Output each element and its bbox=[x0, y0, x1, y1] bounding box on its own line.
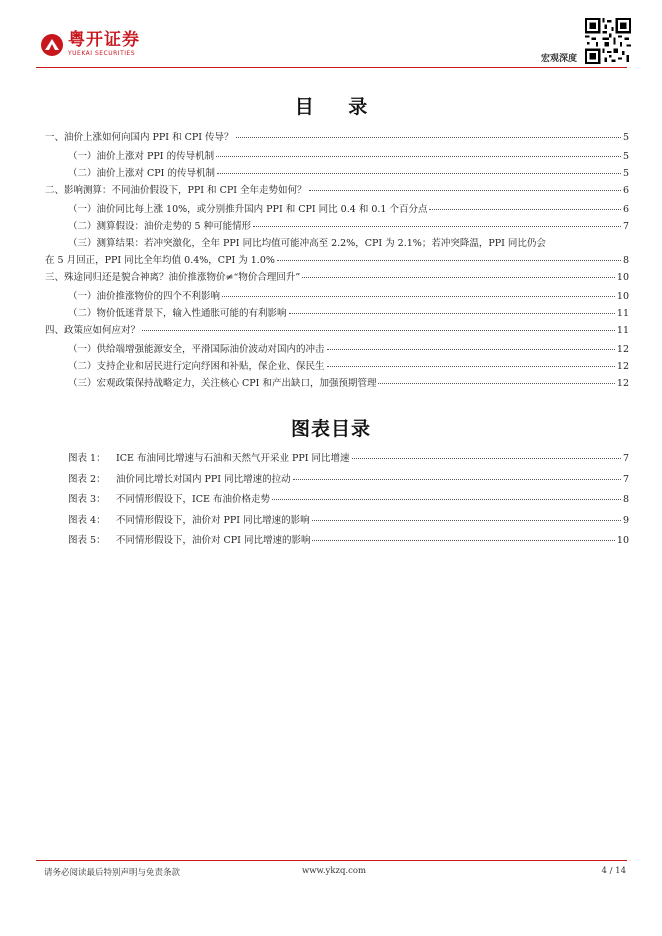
leader-dots bbox=[302, 277, 615, 278]
figure-label: 图表 4： bbox=[68, 515, 106, 526]
figure-label: 图表 1： bbox=[68, 453, 106, 464]
toc-entry-text: （一）油价上涨对 PPI 的传导机制 bbox=[68, 151, 215, 162]
toc-entry[interactable] bbox=[68, 360, 629, 373]
figure-entry-page: 8 bbox=[622, 494, 629, 505]
leader-dots bbox=[217, 173, 621, 174]
leader-dots bbox=[289, 313, 615, 314]
figure-label: 图表 3： bbox=[68, 494, 106, 505]
figure-entry-page: 10 bbox=[616, 535, 629, 546]
header-divider bbox=[36, 67, 627, 68]
figure-list-title: 图表目录 bbox=[290, 418, 371, 440]
toc-entry-page: 7 bbox=[622, 221, 629, 232]
toc-entry-page: 6 bbox=[622, 185, 629, 196]
toc-entry-page: 10 bbox=[616, 291, 629, 302]
footer-page-number: 4 / 14 bbox=[601, 866, 626, 876]
figure-entry-text: 不同情形假设下，油价对 CPI 同比增速的影响 bbox=[116, 535, 311, 546]
toc-entry-page: 5 bbox=[622, 168, 629, 179]
figure-label: 图表 2： bbox=[68, 474, 106, 485]
toc-entry[interactable] bbox=[45, 324, 629, 337]
leader-dots bbox=[327, 349, 615, 350]
toc-entry[interactable] bbox=[45, 254, 629, 267]
toc-entry[interactable] bbox=[68, 377, 629, 390]
leader-dots bbox=[312, 540, 614, 541]
toc-entry[interactable] bbox=[45, 131, 629, 144]
toc-entry-text: （三）宏观政策保持战略定力，关注核心 CPI 和产出缺口，加强预期管理 bbox=[68, 378, 377, 389]
figure-entry-text: ICE 布油同比增速与石油和天然气开采业 PPI 同比增速 bbox=[116, 453, 350, 464]
footer-url[interactable]: www.ykzq.com bbox=[302, 866, 367, 876]
leader-dots bbox=[352, 458, 621, 459]
leader-dots bbox=[429, 209, 620, 210]
toc-entry-text: 四、政策应如何应对？ bbox=[45, 325, 141, 336]
report-type-label: 宏观深度 bbox=[541, 54, 578, 64]
toc-entry[interactable] bbox=[45, 271, 629, 284]
toc-entry-page: 6 bbox=[622, 204, 629, 215]
figure-label: 图表 5： bbox=[68, 535, 106, 546]
leader-dots bbox=[222, 296, 615, 297]
toc-entry[interactable] bbox=[68, 150, 629, 163]
footer-divider bbox=[36, 860, 627, 861]
toc-entry[interactable] bbox=[68, 307, 629, 320]
figure-entry[interactable] bbox=[68, 514, 629, 527]
toc-entry[interactable] bbox=[45, 184, 629, 197]
toc-title: 目 录 bbox=[294, 96, 382, 118]
leader-dots bbox=[277, 260, 621, 261]
leader-dots bbox=[327, 366, 615, 367]
toc-entry-page: 5 bbox=[622, 151, 629, 162]
toc-entry-page: 8 bbox=[622, 255, 629, 266]
figure-entry-page: 9 bbox=[622, 515, 629, 526]
qr-code-icon bbox=[585, 18, 631, 64]
figure-entry-text: 不同情形假设下，油价对 PPI 同比增速的影响 bbox=[116, 515, 310, 526]
leader-dots bbox=[216, 156, 621, 157]
figure-entry-page: 7 bbox=[622, 453, 629, 464]
figure-entry-text: 不同情形假设下，ICE 布油价格走势 bbox=[116, 494, 270, 505]
toc-entry[interactable] bbox=[68, 203, 629, 216]
toc-entry-text: 二、影响测算：不同油价假设下，PPI 和 CPI 全年走势如何？ bbox=[45, 185, 307, 196]
footer-disclaimer[interactable]: 请务必阅读最后特别声明与免责条款 bbox=[44, 868, 181, 878]
leader-dots bbox=[142, 330, 615, 331]
toc-entry[interactable] bbox=[68, 290, 629, 303]
page-header bbox=[0, 0, 662, 70]
toc-entry-page: 10 bbox=[616, 272, 629, 283]
leader-dots bbox=[253, 226, 621, 227]
toc-entry[interactable] bbox=[68, 167, 629, 180]
leader-dots bbox=[309, 190, 621, 191]
toc-entry-page: 11 bbox=[616, 308, 629, 319]
toc-entry-text: （一）油价同比每上涨 10%，或分别推升国内 PPI 和 CPI 同比 0.4 和 0.1 个百分点 bbox=[68, 204, 428, 215]
company-logo bbox=[40, 32, 140, 57]
toc-entry-text: 一、油价上涨如何向国内 PPI 和 CPI 传导？ bbox=[45, 132, 234, 143]
toc-entry-page: 5 bbox=[622, 132, 629, 143]
toc-entry-text: 在 5 月回正，PPI 同比全年均值 0.4%，CPI 为 1.0% bbox=[45, 255, 275, 266]
figure-entry[interactable] bbox=[68, 534, 629, 547]
figure-entry[interactable] bbox=[68, 452, 629, 465]
toc-entry-text: （一）供给端增强能源安全，平滑国际油价波动对国内的冲击 bbox=[68, 344, 325, 355]
figure-entry-text: 油价同比增长对国内 PPI 同比增速的拉动 bbox=[116, 474, 291, 485]
toc-entry-text: （二）支持企业和居民进行定向纾困和补贴，保企业、保民生 bbox=[68, 361, 325, 372]
logo-mark-icon bbox=[40, 33, 64, 57]
logo-english-name: YUEKAI SECURITIES bbox=[68, 50, 136, 57]
toc-entry[interactable] bbox=[68, 343, 629, 356]
leader-dots bbox=[312, 520, 621, 521]
toc-entry-page: 12 bbox=[616, 378, 629, 389]
toc-entry-page: 12 bbox=[616, 344, 629, 355]
toc-entry-page: 11 bbox=[616, 325, 629, 336]
toc-entry-text: （二）物价低迷背景下，输入性通胀可能的有利影响 bbox=[68, 308, 287, 319]
figure-entry[interactable] bbox=[68, 493, 629, 506]
toc-entry-page: 12 bbox=[616, 361, 629, 372]
logo-chinese-name: 粤开证券 bbox=[68, 30, 140, 50]
leader-dots bbox=[272, 499, 621, 500]
toc-entry-text: 三、殊途同归还是貌合神离？油价推涨物价≠“物价合理回升” bbox=[45, 272, 301, 283]
leader-dots bbox=[236, 137, 621, 138]
toc-entry-text: （二）油价上涨对 CPI 的传导机制 bbox=[68, 168, 215, 179]
leader-dots bbox=[378, 383, 614, 384]
toc-entry-text: （二）测算假设：油价走势的 5 种可能情形 bbox=[68, 221, 252, 232]
toc-entry[interactable] bbox=[68, 220, 629, 233]
figure-entry-page: 7 bbox=[622, 474, 629, 485]
toc-entry-text: （一）油价推涨物价的四个不利影响 bbox=[68, 291, 221, 302]
leader-dots bbox=[293, 479, 621, 480]
toc-entry-text-line1[interactable]: （三）测算结果：若冲突激化，全年 PPI 同比均值可能冲高至 2.2%，CPI 为 2.1%；若冲突降温，PPI 同比仍会 bbox=[68, 238, 546, 249]
figure-entry[interactable] bbox=[68, 473, 629, 486]
